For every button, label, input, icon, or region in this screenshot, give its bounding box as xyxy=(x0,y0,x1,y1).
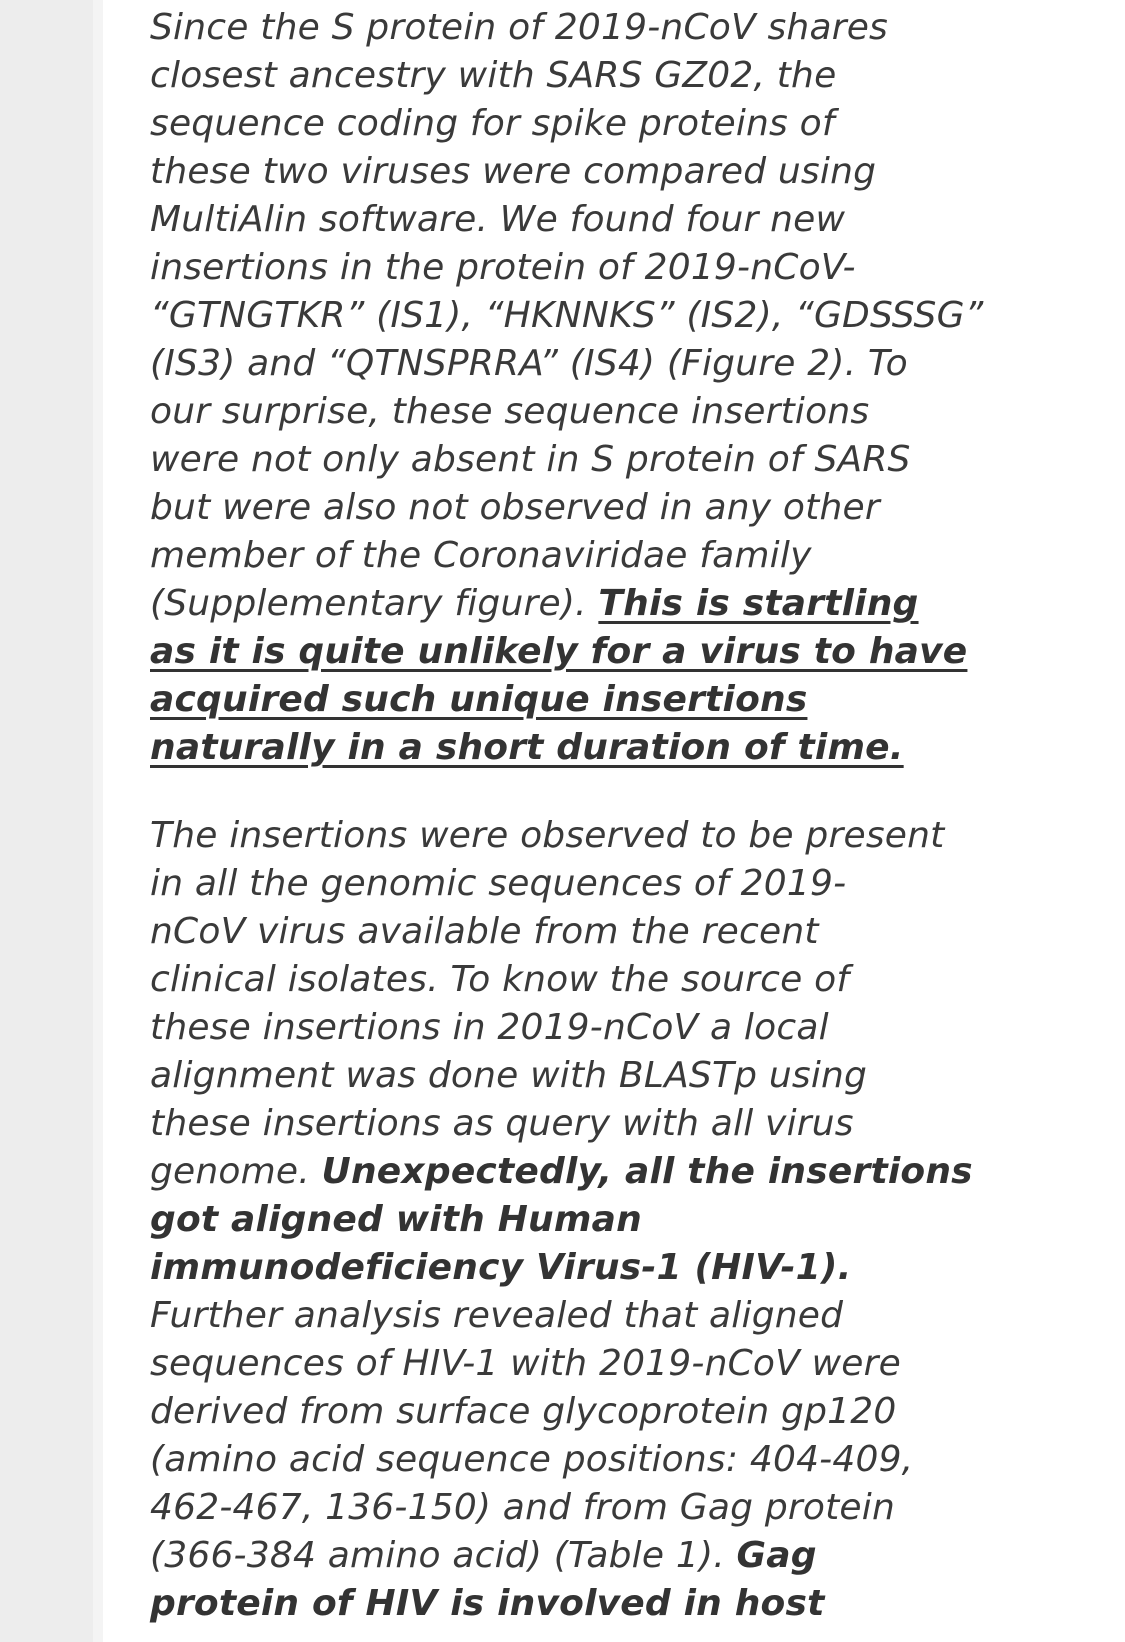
text-line: these two viruses were compared using xyxy=(150,151,877,192)
text-line: (IS3) and “QTNSPRRA” (IS4) (Figure 2). To xyxy=(150,343,908,384)
bold-text: Unexpectedly, all the insertions xyxy=(321,1151,973,1192)
emphasized-line: as it is quite unlikely for a virus to have xyxy=(150,631,968,672)
text-line: 462-467, 136-150) and from Gag protein xyxy=(150,1487,896,1528)
left-gutter xyxy=(0,0,93,1642)
text-line: alignment was done with BLASTp using xyxy=(150,1055,868,1096)
bold-line: protein of HIV is involved in host xyxy=(150,1583,825,1624)
paragraph-1 xyxy=(150,4,1010,772)
text-line: these insertions as query with all virus xyxy=(150,1103,854,1144)
text-line: closest ancestry with SARS GZ02, the xyxy=(150,55,837,96)
text-line xyxy=(150,1532,1010,1580)
bold-text: Gag xyxy=(736,1535,817,1576)
bold-line: got aligned with Human xyxy=(150,1199,642,1240)
text-line xyxy=(150,1148,1010,1196)
text-line: insertions in the protein of 2019-nCoV- xyxy=(150,247,856,288)
text-line: but were also not observed in any other xyxy=(150,487,880,528)
text-line: The insertions were observed to be present xyxy=(150,815,945,856)
text-line: Since the S protein of 2019-nCoV shares xyxy=(150,7,889,48)
text-fragment: (366-384 amino acid) (Table 1). xyxy=(150,1535,737,1576)
text-line: nCoV virus available from the recent xyxy=(150,911,819,952)
text-line: sequences of HIV-1 with 2019-nCoV were xyxy=(150,1343,901,1384)
text-line: were not only absent in S protein of SARS xyxy=(150,439,911,480)
text-line: in all the genomic sequences of 2019- xyxy=(150,863,847,904)
text-line: Further analysis revealed that aligned xyxy=(150,1295,844,1336)
emphasized-line: acquired such unique insertions xyxy=(150,679,808,720)
left-border xyxy=(93,0,103,1642)
paragraph-2 xyxy=(150,812,1010,1628)
text-line: sequence coding for spike proteins of xyxy=(150,103,835,144)
text-fragment: genome. xyxy=(150,1151,322,1192)
text-line: “GTNGTKR” (IS1), “HKNNKS” (IS2), “GDSSSG” xyxy=(150,295,984,336)
text-line: member of the Coronaviridae family xyxy=(150,535,812,576)
text-line: (amino acid sequence positions: 404-409, xyxy=(150,1439,914,1480)
text-line xyxy=(150,580,1010,628)
text-line: clinical isolates. To know the source of xyxy=(150,959,850,1000)
text-line: MultiAlin software. We found four new xyxy=(150,199,846,240)
text-line: our surprise, these sequence insertions xyxy=(150,391,870,432)
emphasized-line: naturally in a short duration of time. xyxy=(150,727,904,768)
emphasized-text: This is startling xyxy=(598,583,919,624)
bold-line: immunodeficiency Virus-1 (HIV-1). xyxy=(150,1247,852,1288)
text-line: these insertions in 2019-nCoV a local xyxy=(150,1007,829,1048)
text-fragment: (Supplementary figure). xyxy=(150,583,599,624)
text-line: derived from surface glycoprotein gp120 xyxy=(150,1391,897,1432)
article-content-area xyxy=(103,0,1125,1642)
